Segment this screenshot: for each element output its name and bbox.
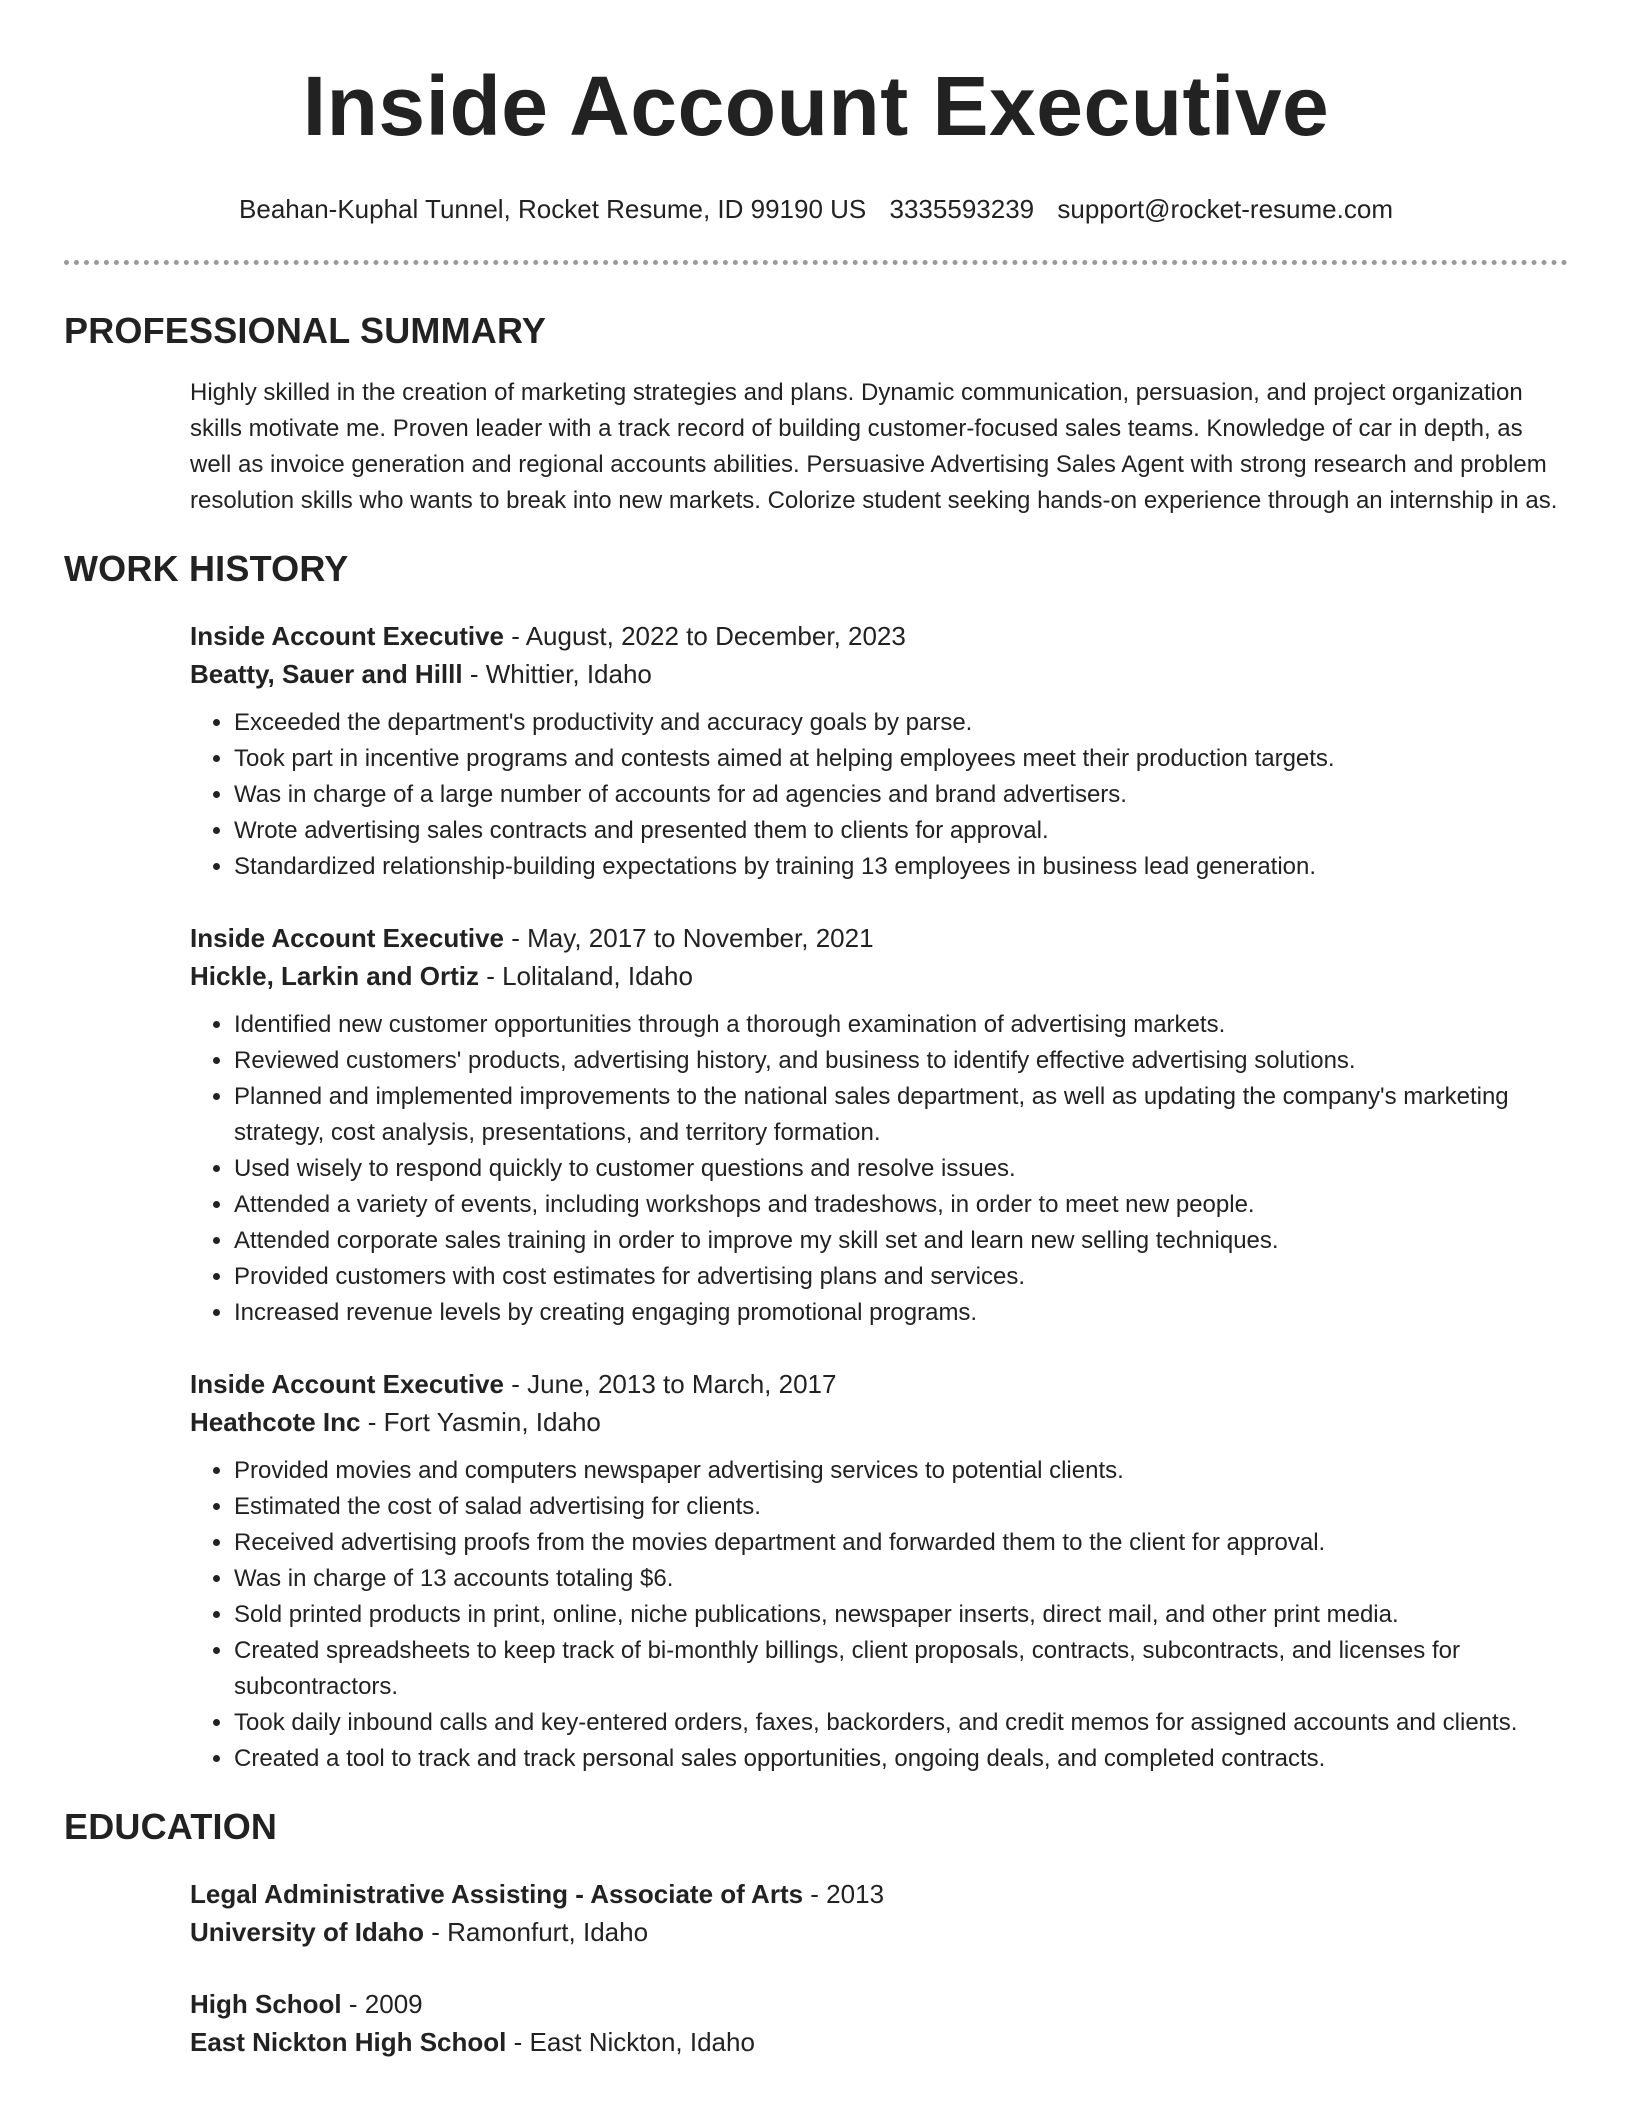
list-item: • Used wisely to respond quickly to customer questions and resolve issues. [234,1151,1568,1187]
summary-section [64,309,1568,519]
school-name: East Nickton High School [190,2027,507,2057]
job-title-line [190,617,1568,655]
job-role: Inside Account Executive [190,621,505,651]
job-bullets [190,1453,1568,1777]
list-item: • Provided customers with cost estimates for advertising plans and services. [234,1259,1568,1295]
job-bullets [190,705,1568,885]
education-entry [190,1875,1568,1951]
header-divider [64,260,1568,265]
list-item: • Took daily inbound calls and key-entered orders, faxes, backorders, and credit memos for assigned accounts and clients. [234,1705,1568,1741]
job-role: Inside Account Executive [190,1369,505,1399]
job-role: Inside Account Executive [190,923,505,953]
job-company-line [190,1403,1568,1441]
list-item: • Wrote advertising sales contracts and presented them to clients for approval. [234,813,1568,849]
degree-year: - 2013 [803,1879,885,1909]
degree-name: High School [190,1989,342,2019]
degree-line [190,1875,1568,1913]
summary-text: Highly skilled in the creation of marketing strategies and plans. Dynamic communication, persuasion, and project organization skills motivate me. Proven leader with a track record of building customer-focused sales teams. Knowledge of car in depth, as well as invoice generation and regional accounts abilities. Persuasive Advertising Sales Agent with strong research and problem resolution skills who wants to break into new markets. Colorize student seeking hands-on experience through an internship in as. [190,379,1558,514]
list-item: • Reviewed customers' products, advertising history, and business to identify effective advertising solutions. [234,1043,1568,1079]
school-line [190,1913,1568,1951]
job-company: Hickle, Larkin and Ortiz [190,961,479,991]
job-location: - Fort Yasmin, Idaho [360,1407,601,1437]
job-dates: - August, 2022 to December, 2023 [504,621,906,651]
resume-title: Inside Account Executive [302,59,1330,153]
list-item: • Created spreadsheets to keep track of bi-monthly billings, client proposals, contracts, subcontracts, and licenses for subcontractors. [234,1633,1568,1705]
job-location: - Whittier, Idaho [462,659,652,689]
degree-name: Legal Administrative Assisting - Associate of Arts [190,1879,804,1909]
job-title-line [190,1365,1568,1403]
list-item: • Sold printed products in print, online, niche publications, newspaper inserts, direct mail, and other print media. [234,1597,1568,1633]
job-company: Heathcote Inc [190,1407,361,1437]
list-item: • Received advertising proofs from the movies department and forwarded them to the client for approval. [234,1525,1568,1561]
degree-year: - 2009 [341,1989,423,2019]
education-entry [190,1985,1568,2061]
job-bullets [190,1007,1568,1331]
resume-page [64,0,1568,2061]
phone-text: 3335593239 [889,194,1035,224]
list-item: • Provided movies and computers newspaper advertising services to potential clients. [234,1453,1568,1489]
work-history-heading: WORK HISTORY [64,548,349,589]
list-item: • Attended corporate sales training in order to improve my skill set and learn new selling techniques. [234,1223,1568,1259]
job-company: Beatty, Sauer and Hilll [190,659,463,689]
job-title-line [190,919,1568,957]
school-location: - Ramonfurt, Idaho [424,1917,649,1947]
job-company-line [190,655,1568,693]
education-heading: EDUCATION [64,1806,278,1847]
school-line [190,2023,1568,2061]
job-entry [190,1365,1568,1777]
list-item: • Estimated the cost of salad advertising for clients. [234,1489,1568,1525]
list-item: • Identified new customer opportunities through a thorough examination of advertising markets. [234,1007,1568,1043]
list-item: • Standardized relationship-building expectations by training 13 employees in business lead generation. [234,849,1568,885]
job-dates: - June, 2013 to March, 2017 [504,1369,837,1399]
job-entry [190,617,1568,885]
list-item: • Attended a variety of events, including workshops and tradeshows, in order to meet new people. [234,1187,1568,1223]
job-dates: - May, 2017 to November, 2021 [504,923,874,953]
list-item: • Exceeded the department's productivity and accuracy goals by parse. [234,705,1568,741]
school-location: - East Nickton, Idaho [506,2027,755,2057]
education-section [64,1805,1568,2061]
list-item: • Was in charge of a large number of accounts for ad agencies and brand advertisers. [234,777,1568,813]
contact-info [64,192,1568,226]
email-link[interactable]: support@rocket-resume.com [1057,194,1393,224]
list-item: • Was in charge of 13 accounts totaling $6. [234,1561,1568,1597]
school-name: University of Idaho [190,1917,425,1947]
list-item: • Created a tool to track and track personal sales opportunities, ongoing deals, and completed contracts. [234,1741,1568,1777]
job-location: - Lolitaland, Idaho [478,961,693,991]
list-item: • Took part in incentive programs and contests aimed at helping employees meet their production targets. [234,741,1568,777]
summary-heading: PROFESSIONAL SUMMARY [64,310,547,351]
degree-line [190,1985,1568,2023]
job-entry [190,919,1568,1331]
address-text: Beahan-Kuphal Tunnel, Rocket Resume, ID 99190 US [239,194,867,224]
job-company-line [190,957,1568,995]
list-item: • Planned and implemented improvements to the national sales department, as well as updating the company's marketing strategy, cost analysis, presentations, and territory formation. [234,1079,1568,1151]
work-history-section [64,547,1568,1777]
list-item: • Increased revenue levels by creating engaging promotional programs. [234,1295,1568,1331]
